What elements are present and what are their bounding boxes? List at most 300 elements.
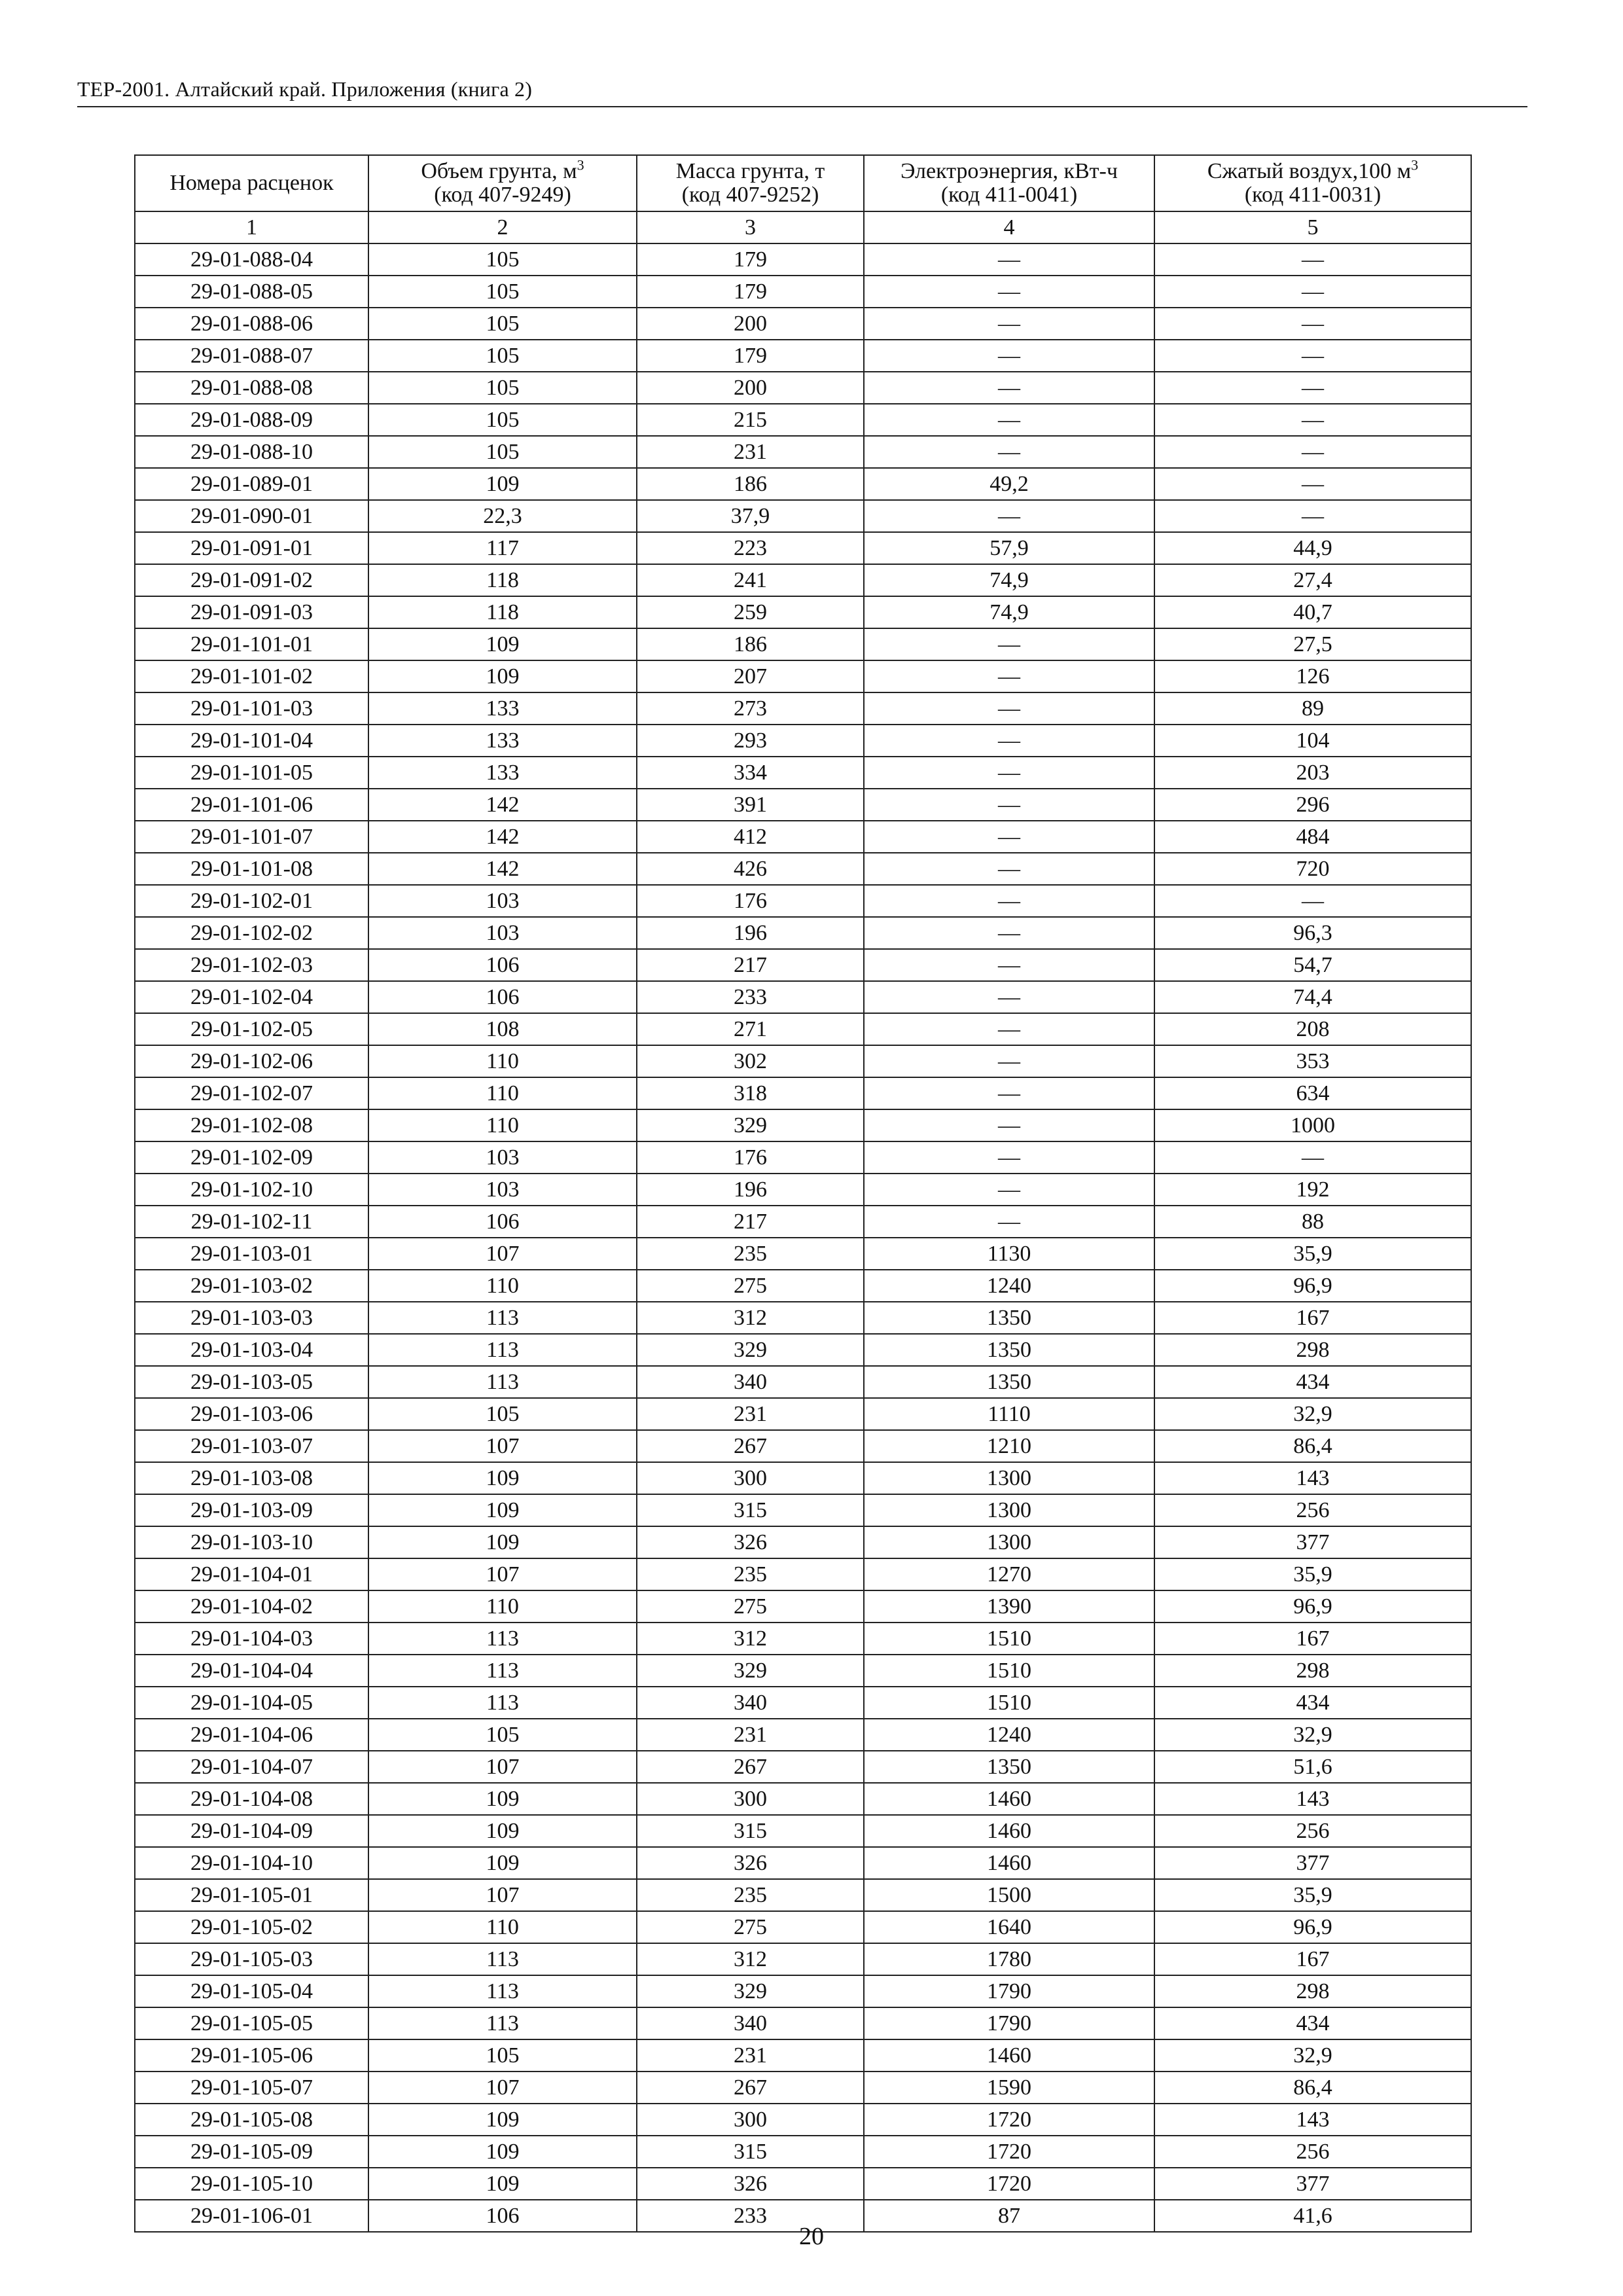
- rate-number-cell: 29-01-103-10: [135, 1526, 368, 1558]
- rate-number-cell: 29-01-105-02: [135, 1911, 368, 1943]
- table-row: [135, 1783, 1471, 1815]
- electricity-cell: —: [864, 757, 1154, 789]
- electricity-cell: —: [864, 821, 1154, 853]
- rate-number-cell: 29-01-088-04: [135, 243, 368, 276]
- compressed-air-cell: 86,4: [1154, 1430, 1471, 1462]
- soil-mass-cell: 340: [637, 1687, 864, 1719]
- compressed-air-cell: 143: [1154, 2104, 1471, 2136]
- compressed-air-cell: 298: [1154, 1975, 1471, 2007]
- compressed-air-cell: 96,9: [1154, 1911, 1471, 1943]
- soil-volume-cell: 107: [368, 2072, 637, 2104]
- electricity-cell: 49,2: [864, 468, 1154, 500]
- electricity-cell: —: [864, 1109, 1154, 1141]
- table-row: [135, 1238, 1471, 1270]
- soil-mass-cell: 302: [637, 1045, 864, 1077]
- electricity-cell: 1240: [864, 1719, 1154, 1751]
- rate-number-cell: 29-01-102-01: [135, 885, 368, 917]
- electricity-cell: —: [864, 692, 1154, 725]
- soil-mass-cell: 176: [637, 885, 864, 917]
- electricity-cell: —: [864, 436, 1154, 468]
- soil-mass-cell: 200: [637, 372, 864, 404]
- compressed-air-cell: —: [1154, 500, 1471, 532]
- compressed-air-cell: 86,4: [1154, 2072, 1471, 2104]
- rate-number-cell: 29-01-088-07: [135, 340, 368, 372]
- electricity-cell: —: [864, 404, 1154, 436]
- compressed-air-cell: —: [1154, 372, 1471, 404]
- rate-number-cell: 29-01-102-11: [135, 1206, 368, 1238]
- soil-volume-cell: 106: [368, 981, 637, 1013]
- compressed-air-cell: 298: [1154, 1655, 1471, 1687]
- rate-number-cell: 29-01-104-02: [135, 1590, 368, 1623]
- soil-mass-cell: 231: [637, 436, 864, 468]
- soil-volume-cell: 109: [368, 1847, 637, 1879]
- soil-mass-cell: 340: [637, 1366, 864, 1398]
- rate-number-cell: 29-01-104-01: [135, 1558, 368, 1590]
- table-row: [135, 1687, 1471, 1719]
- rate-number-cell: 29-01-102-08: [135, 1109, 368, 1141]
- table-row: [135, 692, 1471, 725]
- rate-number-cell: 29-01-105-03: [135, 1943, 368, 1975]
- compressed-air-cell: —: [1154, 276, 1471, 308]
- compressed-air-cell: 296: [1154, 789, 1471, 821]
- electricity-cell: —: [864, 949, 1154, 981]
- soil-volume-cell: 103: [368, 1174, 637, 1206]
- rate-number-cell: 29-01-101-04: [135, 725, 368, 757]
- soil-mass-cell: 312: [637, 1623, 864, 1655]
- soil-mass-cell: 293: [637, 725, 864, 757]
- soil-volume-cell: 113: [368, 2007, 637, 2039]
- table-row: [135, 2039, 1471, 2072]
- soil-volume-cell: 142: [368, 789, 637, 821]
- soil-volume-cell: 103: [368, 917, 637, 949]
- electricity-cell: 1720: [864, 2168, 1154, 2200]
- rate-number-cell: 29-01-103-09: [135, 1494, 368, 1526]
- rate-number-cell: 29-01-091-02: [135, 564, 368, 596]
- soil-volume-cell: 103: [368, 885, 637, 917]
- table-row: [135, 660, 1471, 692]
- soil-mass-cell: 207: [637, 660, 864, 692]
- table-row: [135, 1045, 1471, 1077]
- compressed-air-cell: 41,6: [1154, 2200, 1471, 2232]
- soil-mass-cell: 329: [637, 1975, 864, 2007]
- header-soil-mass: Масса грунта, т (код 407-9252): [637, 155, 864, 211]
- soil-volume-cell: 110: [368, 1911, 637, 1943]
- rate-number-cell: 29-01-105-07: [135, 2072, 368, 2104]
- rate-number-cell: 29-01-103-07: [135, 1430, 368, 1462]
- table-row: [135, 1526, 1471, 1558]
- soil-volume-cell: 110: [368, 1077, 637, 1109]
- soil-volume-cell: 105: [368, 308, 637, 340]
- table-row: [135, 2072, 1471, 2104]
- soil-volume-cell: 105: [368, 372, 637, 404]
- table-row: [135, 1655, 1471, 1687]
- electricity-cell: —: [864, 500, 1154, 532]
- rate-number-cell: 29-01-102-06: [135, 1045, 368, 1077]
- table-row: [135, 1558, 1471, 1590]
- soil-volume-cell: 109: [368, 1815, 637, 1847]
- electricity-cell: —: [864, 340, 1154, 372]
- soil-volume-cell: 109: [368, 628, 637, 660]
- table-row: [135, 564, 1471, 596]
- compressed-air-cell: 96,9: [1154, 1270, 1471, 1302]
- electricity-cell: —: [864, 725, 1154, 757]
- compressed-air-cell: 126: [1154, 660, 1471, 692]
- compressed-air-cell: 32,9: [1154, 1398, 1471, 1430]
- electricity-cell: 1390: [864, 1590, 1154, 1623]
- table-row: [135, 1815, 1471, 1847]
- electricity-cell: —: [864, 372, 1154, 404]
- compressed-air-cell: 32,9: [1154, 2039, 1471, 2072]
- soil-mass-cell: 233: [637, 2200, 864, 2232]
- electricity-cell: 1270: [864, 1558, 1154, 1590]
- electricity-cell: 1790: [864, 2007, 1154, 2039]
- column-number: 5: [1154, 211, 1471, 243]
- header-compressed-air: Сжатый воздух,100 $м^3$ (код 411-0031): [1154, 155, 1471, 211]
- rate-number-cell: 29-01-090-01: [135, 500, 368, 532]
- soil-volume-cell: 133: [368, 692, 637, 725]
- soil-mass-cell: 267: [637, 2072, 864, 2104]
- soil-volume-cell: 113: [368, 1943, 637, 1975]
- soil-volume-cell: 22,3: [368, 500, 637, 532]
- electricity-cell: —: [864, 1077, 1154, 1109]
- soil-volume-cell: 109: [368, 2168, 637, 2200]
- compressed-air-cell: 143: [1154, 1462, 1471, 1494]
- rate-number-cell: 29-01-088-06: [135, 308, 368, 340]
- compressed-air-cell: 484: [1154, 821, 1471, 853]
- rate-number-cell: 29-01-103-05: [135, 1366, 368, 1398]
- soil-mass-cell: 37,9: [637, 500, 864, 532]
- soil-volume-cell: 107: [368, 1558, 637, 1590]
- compressed-air-cell: 167: [1154, 1302, 1471, 1334]
- table-row: [135, 1975, 1471, 2007]
- table-row: [135, 436, 1471, 468]
- electricity-cell: 1240: [864, 1270, 1154, 1302]
- table-row: [135, 2007, 1471, 2039]
- compressed-air-cell: 96,3: [1154, 917, 1471, 949]
- compressed-air-cell: —: [1154, 308, 1471, 340]
- compressed-air-cell: 434: [1154, 1687, 1471, 1719]
- soil-volume-cell: 113: [368, 1655, 637, 1687]
- table-row: [135, 596, 1471, 628]
- column-number: 2: [368, 211, 637, 243]
- rate-number-cell: 29-01-105-05: [135, 2007, 368, 2039]
- electricity-cell: —: [864, 1206, 1154, 1238]
- soil-mass-cell: 223: [637, 532, 864, 564]
- electricity-cell: 1350: [864, 1366, 1154, 1398]
- soil-volume-cell: 105: [368, 404, 637, 436]
- electricity-cell: 1780: [864, 1943, 1154, 1975]
- compressed-air-cell: 35,9: [1154, 1879, 1471, 1911]
- soil-mass-cell: 334: [637, 757, 864, 789]
- table-row: [135, 1077, 1471, 1109]
- soil-volume-cell: 107: [368, 1751, 637, 1783]
- table-header-row: [135, 155, 1471, 211]
- soil-volume-cell: 110: [368, 1590, 637, 1623]
- soil-volume-cell: 107: [368, 1238, 637, 1270]
- compressed-air-cell: —: [1154, 404, 1471, 436]
- table-row: [135, 1398, 1471, 1430]
- electricity-cell: 74,9: [864, 596, 1154, 628]
- compressed-air-cell: 167: [1154, 1943, 1471, 1975]
- compressed-air-cell: 40,7: [1154, 596, 1471, 628]
- compressed-air-cell: 44,9: [1154, 532, 1471, 564]
- table-row: [135, 949, 1471, 981]
- header-electricity: Электроэнергия, кВт-ч (код 411-0041): [864, 155, 1154, 211]
- electricity-cell: 1460: [864, 1783, 1154, 1815]
- running-head: ТЕР-2001. Алтайский край. Приложения (книга 2): [77, 77, 533, 101]
- electricity-cell: —: [864, 1045, 1154, 1077]
- soil-volume-cell: 110: [368, 1270, 637, 1302]
- table-row: [135, 1911, 1471, 1943]
- rate-number-cell: 29-01-105-10: [135, 2168, 368, 2200]
- compressed-air-cell: 192: [1154, 1174, 1471, 1206]
- table-row: [135, 340, 1471, 372]
- soil-mass-cell: 300: [637, 1462, 864, 1494]
- compressed-air-cell: —: [1154, 340, 1471, 372]
- rate-number-cell: 29-01-101-08: [135, 853, 368, 885]
- soil-volume-cell: 106: [368, 949, 637, 981]
- soil-mass-cell: 186: [637, 468, 864, 500]
- electricity-cell: 1590: [864, 2072, 1154, 2104]
- table-row: [135, 1719, 1471, 1751]
- table-row: [135, 2168, 1471, 2200]
- rate-number-cell: 29-01-089-01: [135, 468, 368, 500]
- compressed-air-cell: 256: [1154, 2136, 1471, 2168]
- header-soil-volume: Объем грунта, $м^3$ (код 407-9249): [368, 155, 637, 211]
- soil-volume-cell: 110: [368, 1109, 637, 1141]
- electricity-cell: 1130: [864, 1238, 1154, 1270]
- soil-mass-cell: 267: [637, 1430, 864, 1462]
- soil-mass-cell: 200: [637, 308, 864, 340]
- compressed-air-cell: 634: [1154, 1077, 1471, 1109]
- soil-mass-cell: 329: [637, 1655, 864, 1687]
- table-row: [135, 1879, 1471, 1911]
- soil-mass-cell: 275: [637, 1590, 864, 1623]
- compressed-air-cell: 353: [1154, 1045, 1471, 1077]
- soil-volume-cell: 113: [368, 1975, 637, 2007]
- soil-mass-cell: 241: [637, 564, 864, 596]
- table-row: [135, 1334, 1471, 1366]
- compressed-air-cell: 208: [1154, 1013, 1471, 1045]
- table-row: [135, 1141, 1471, 1174]
- compressed-air-cell: 720: [1154, 853, 1471, 885]
- soil-mass-cell: 179: [637, 276, 864, 308]
- table-row: [135, 1494, 1471, 1526]
- rate-number-cell: 29-01-103-02: [135, 1270, 368, 1302]
- soil-volume-cell: 107: [368, 1430, 637, 1462]
- soil-volume-cell: 133: [368, 757, 637, 789]
- column-number: 3: [637, 211, 864, 243]
- electricity-cell: —: [864, 628, 1154, 660]
- soil-mass-cell: 235: [637, 1558, 864, 1590]
- table-row: [135, 1270, 1471, 1302]
- table-row: [135, 308, 1471, 340]
- soil-mass-cell: 231: [637, 1398, 864, 1430]
- table-row: [135, 468, 1471, 500]
- rate-number-cell: 29-01-102-02: [135, 917, 368, 949]
- rate-number-cell: 29-01-104-09: [135, 1815, 368, 1847]
- table-row: [135, 276, 1471, 308]
- compressed-air-cell: 167: [1154, 1623, 1471, 1655]
- soil-volume-cell: 113: [368, 1302, 637, 1334]
- table-row: [135, 885, 1471, 917]
- soil-mass-cell: 312: [637, 1943, 864, 1975]
- table-row: [135, 404, 1471, 436]
- soil-volume-cell: 118: [368, 564, 637, 596]
- electricity-cell: 1510: [864, 1623, 1154, 1655]
- table-row: [135, 789, 1471, 821]
- soil-mass-cell: 326: [637, 1847, 864, 1879]
- soil-mass-cell: 300: [637, 2104, 864, 2136]
- table-row: [135, 1302, 1471, 1334]
- compressed-air-cell: 27,5: [1154, 628, 1471, 660]
- electricity-cell: 1720: [864, 2136, 1154, 2168]
- consumption-table: [134, 154, 1472, 2233]
- compressed-air-cell: 96,9: [1154, 1590, 1471, 1623]
- electricity-cell: —: [864, 885, 1154, 917]
- table-row: [135, 1206, 1471, 1238]
- soil-volume-cell: 105: [368, 276, 637, 308]
- soil-volume-cell: 109: [368, 1526, 637, 1558]
- rate-number-cell: 29-01-103-08: [135, 1462, 368, 1494]
- table-row: [135, 917, 1471, 949]
- rate-number-cell: 29-01-103-03: [135, 1302, 368, 1334]
- rate-number-cell: 29-01-088-09: [135, 404, 368, 436]
- electricity-cell: —: [864, 853, 1154, 885]
- soil-mass-cell: 275: [637, 1911, 864, 1943]
- soil-mass-cell: 326: [637, 2168, 864, 2200]
- page-number: 20: [799, 2223, 824, 2250]
- rate-number-cell: 29-01-088-10: [135, 436, 368, 468]
- compressed-air-cell: 35,9: [1154, 1558, 1471, 1590]
- soil-mass-cell: 318: [637, 1077, 864, 1109]
- soil-mass-cell: 176: [637, 1141, 864, 1174]
- electricity-cell: 1510: [864, 1655, 1154, 1687]
- compressed-air-cell: 51,6: [1154, 1751, 1471, 1783]
- compressed-air-cell: 143: [1154, 1783, 1471, 1815]
- rate-number-cell: 29-01-101-03: [135, 692, 368, 725]
- compressed-air-cell: —: [1154, 885, 1471, 917]
- table-row: [135, 1751, 1471, 1783]
- rate-number-cell: 29-01-102-03: [135, 949, 368, 981]
- table-row: [135, 1430, 1471, 1462]
- compressed-air-cell: 256: [1154, 1815, 1471, 1847]
- table-row: [135, 1109, 1471, 1141]
- compressed-air-cell: 434: [1154, 1366, 1471, 1398]
- compressed-air-cell: 35,9: [1154, 1238, 1471, 1270]
- table-row: [135, 243, 1471, 276]
- electricity-cell: 1350: [864, 1302, 1154, 1334]
- electricity-cell: 1460: [864, 1847, 1154, 1879]
- electricity-cell: 1460: [864, 1815, 1154, 1847]
- table-row: [135, 1943, 1471, 1975]
- soil-mass-cell: 217: [637, 1206, 864, 1238]
- table-row: [135, 1847, 1471, 1879]
- rate-number-cell: 29-01-103-01: [135, 1238, 368, 1270]
- rate-number-cell: 29-01-088-08: [135, 372, 368, 404]
- compressed-air-cell: 434: [1154, 2007, 1471, 2039]
- soil-volume-cell: 108: [368, 1013, 637, 1045]
- electricity-cell: 57,9: [864, 532, 1154, 564]
- soil-volume-cell: 109: [368, 1494, 637, 1526]
- soil-mass-cell: 312: [637, 1302, 864, 1334]
- rate-number-cell: 29-01-104-05: [135, 1687, 368, 1719]
- rate-number-cell: 29-01-105-08: [135, 2104, 368, 2136]
- soil-mass-cell: 231: [637, 1719, 864, 1751]
- rate-number-cell: 29-01-106-01: [135, 2200, 368, 2232]
- electricity-cell: —: [864, 308, 1154, 340]
- rate-number-cell: 29-01-091-03: [135, 596, 368, 628]
- soil-volume-cell: 105: [368, 1398, 637, 1430]
- soil-mass-cell: 412: [637, 821, 864, 853]
- soil-mass-cell: 300: [637, 1783, 864, 1815]
- compressed-air-cell: 32,9: [1154, 1719, 1471, 1751]
- electricity-cell: 1790: [864, 1975, 1154, 2007]
- rate-number-cell: 29-01-102-05: [135, 1013, 368, 1045]
- table-row: [135, 2136, 1471, 2168]
- soil-volume-cell: 142: [368, 821, 637, 853]
- table-row: [135, 821, 1471, 853]
- compressed-air-cell: 203: [1154, 757, 1471, 789]
- table-row: [135, 853, 1471, 885]
- table-row: [135, 1623, 1471, 1655]
- compressed-air-cell: 74,4: [1154, 981, 1471, 1013]
- rate-number-cell: 29-01-105-06: [135, 2039, 368, 2072]
- rate-number-cell: 29-01-104-08: [135, 1783, 368, 1815]
- soil-mass-cell: 196: [637, 917, 864, 949]
- electricity-cell: —: [864, 1141, 1154, 1174]
- soil-mass-cell: 340: [637, 2007, 864, 2039]
- electricity-cell: 1110: [864, 1398, 1154, 1430]
- electricity-cell: —: [864, 660, 1154, 692]
- soil-volume-cell: 105: [368, 340, 637, 372]
- soil-mass-cell: 326: [637, 1526, 864, 1558]
- electricity-cell: 87: [864, 2200, 1154, 2232]
- soil-mass-cell: 235: [637, 1879, 864, 1911]
- soil-volume-cell: 113: [368, 1687, 637, 1719]
- column-number-row: [135, 211, 1471, 243]
- compressed-air-cell: 256: [1154, 1494, 1471, 1526]
- rate-number-cell: 29-01-102-10: [135, 1174, 368, 1206]
- electricity-cell: 1210: [864, 1430, 1154, 1462]
- table-row: [135, 372, 1471, 404]
- soil-mass-cell: 186: [637, 628, 864, 660]
- soil-mass-cell: 231: [637, 2039, 864, 2072]
- soil-mass-cell: 275: [637, 1270, 864, 1302]
- electricity-cell: 1350: [864, 1334, 1154, 1366]
- electricity-cell: 1510: [864, 1687, 1154, 1719]
- table-row: [135, 1590, 1471, 1623]
- electricity-cell: —: [864, 243, 1154, 276]
- compressed-air-cell: 377: [1154, 2168, 1471, 2200]
- table-body: [135, 243, 1471, 2232]
- column-number: 1: [135, 211, 368, 243]
- soil-mass-cell: 271: [637, 1013, 864, 1045]
- table-row: [135, 532, 1471, 564]
- soil-mass-cell: 391: [637, 789, 864, 821]
- soil-mass-cell: 217: [637, 949, 864, 981]
- compressed-air-cell: 88: [1154, 1206, 1471, 1238]
- rate-number-cell: 29-01-091-01: [135, 532, 368, 564]
- rate-number-cell: 29-01-102-09: [135, 1141, 368, 1174]
- rate-number-cell: 29-01-105-01: [135, 1879, 368, 1911]
- rate-number-cell: 29-01-088-05: [135, 276, 368, 308]
- electricity-cell: 1640: [864, 1911, 1154, 1943]
- rate-number-cell: 29-01-104-10: [135, 1847, 368, 1879]
- rate-number-cell: 29-01-101-05: [135, 757, 368, 789]
- electricity-cell: —: [864, 1174, 1154, 1206]
- rate-number-cell: 29-01-101-07: [135, 821, 368, 853]
